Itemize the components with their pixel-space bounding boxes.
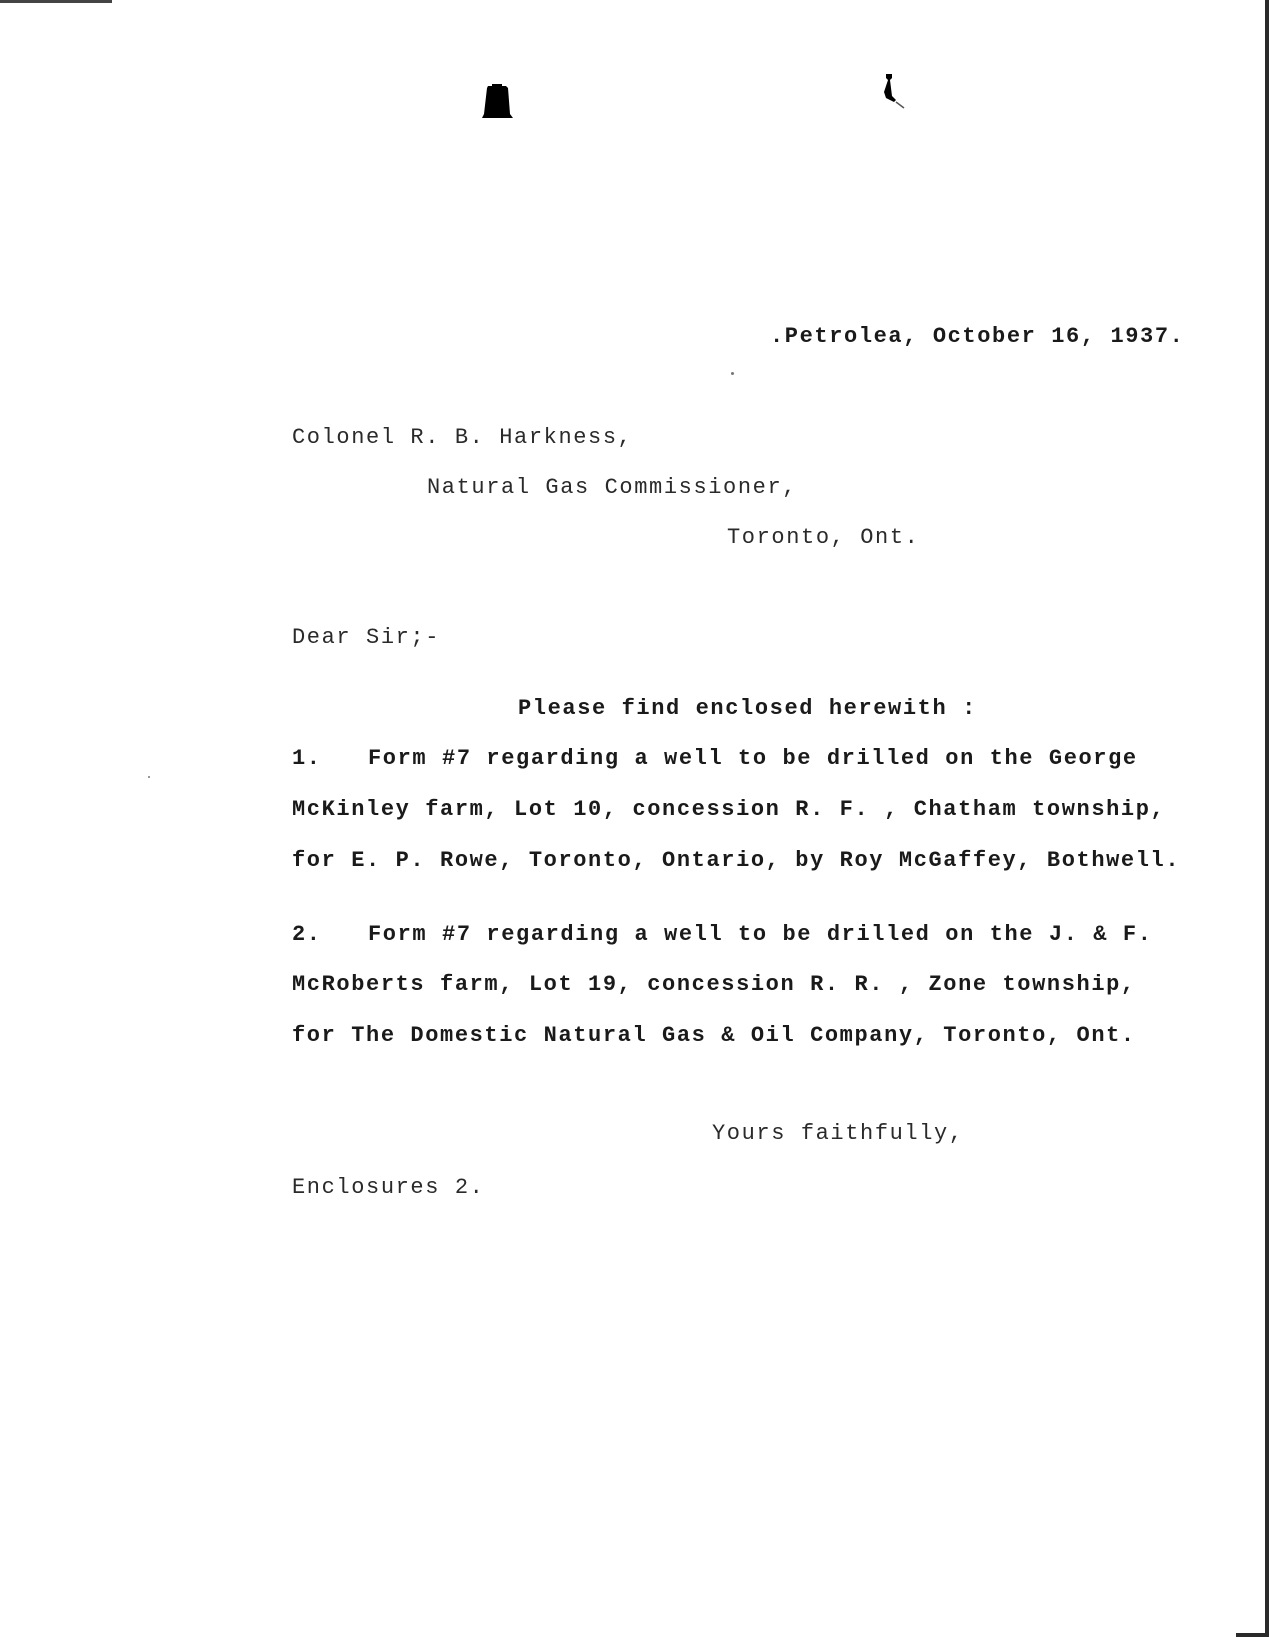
scan-edge-bottom xyxy=(1236,1633,1269,1637)
item-2-number: 2. xyxy=(292,922,322,947)
item-2-line-3: for The Domestic Natural Gas & Oil Company, Toronto, Ont. xyxy=(292,1023,1136,1048)
binder-clip-mark-icon xyxy=(880,72,906,110)
item-1-number: 1. xyxy=(292,746,322,771)
salutation: Dear Sir;- xyxy=(292,625,441,650)
punch-hole-mark-icon xyxy=(480,84,514,120)
scan-edge-top xyxy=(0,0,112,3)
recipient-title: Natural Gas Commissioner, xyxy=(427,475,798,500)
scan-speck xyxy=(731,372,734,375)
item-2-line-1: Form #7 regarding a well to be drilled on the J. & F. xyxy=(368,922,1153,947)
item-1-line-3: for E. P. Rowe, Toronto, Ontario, by Roy McGaffey, Bothwell. xyxy=(292,848,1181,873)
recipient-name: Colonel R. B. Harkness, xyxy=(292,425,633,450)
item-1-line-1: Form #7 regarding a well to be drilled on the George xyxy=(368,746,1138,771)
recipient-city: Toronto, Ont. xyxy=(727,525,920,550)
closing: Yours faithfully, xyxy=(712,1121,964,1146)
enclosures-note: Enclosures 2. xyxy=(292,1175,485,1200)
item-2-line-2: McRoberts farm, Lot 19, concession R. R. , Zone township, xyxy=(292,972,1136,997)
scan-edge-right xyxy=(1265,0,1269,1637)
scan-speck xyxy=(148,776,150,778)
item-1-line-2: McKinley farm, Lot 10, concession R. F. , Chatham township, xyxy=(292,797,1166,822)
intro-line: Please find enclosed herewith : xyxy=(518,696,977,721)
dateline: .Petrolea, October 16, 1937. xyxy=(770,324,1185,349)
